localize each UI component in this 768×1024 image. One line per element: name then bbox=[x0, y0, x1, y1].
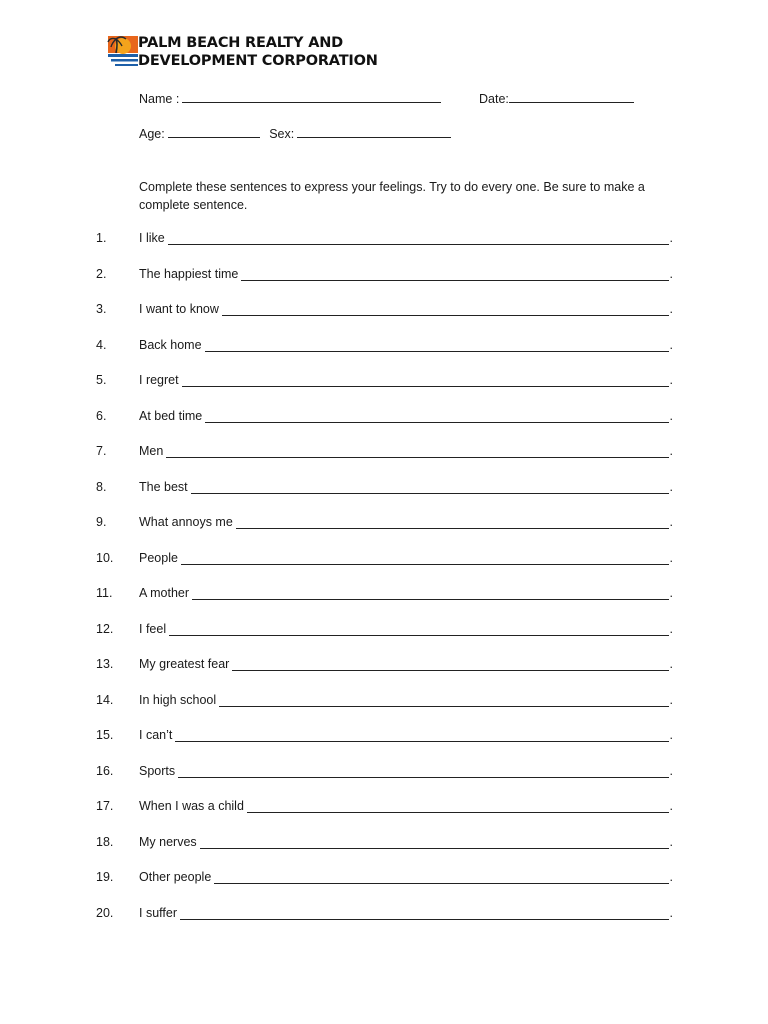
item-line bbox=[139, 551, 673, 565]
name-date-row bbox=[139, 90, 509, 106]
item-number: 17. bbox=[96, 799, 114, 813]
age-label: Age: bbox=[139, 127, 165, 141]
age-field[interactable] bbox=[168, 125, 260, 138]
item-number: 20. bbox=[96, 905, 114, 920]
sentence-period: . bbox=[669, 266, 673, 281]
sentence-item bbox=[0, 586, 768, 622]
date-group bbox=[479, 90, 634, 106]
sentence-item bbox=[0, 409, 768, 445]
item-line bbox=[139, 586, 673, 600]
item-number: 15. bbox=[96, 728, 114, 742]
answer-blank[interactable] bbox=[200, 836, 669, 849]
sentence-stem: A mother bbox=[139, 586, 190, 600]
answer-blank[interactable] bbox=[182, 374, 669, 387]
sentence-stem: Sports bbox=[139, 763, 176, 778]
answer-blank[interactable] bbox=[166, 445, 668, 458]
sentence-item bbox=[0, 906, 768, 942]
sentence-stem: Men bbox=[139, 444, 164, 458]
sentence-period: . bbox=[669, 337, 673, 352]
sentence-stem: Back home bbox=[139, 337, 202, 352]
item-number: 13. bbox=[96, 657, 114, 671]
sentence-stem: When I was a child bbox=[139, 799, 244, 813]
sentence-period: . bbox=[669, 799, 673, 813]
item-line bbox=[139, 302, 673, 316]
answer-blank[interactable] bbox=[205, 410, 668, 423]
name-label: Name : bbox=[139, 92, 180, 106]
item-line bbox=[139, 373, 673, 387]
item-number: 18. bbox=[96, 834, 114, 849]
company-name bbox=[138, 34, 378, 70]
item-line bbox=[139, 728, 673, 742]
sentence-period: . bbox=[669, 444, 673, 458]
sentence-period: . bbox=[669, 479, 673, 494]
sentence-period: . bbox=[669, 515, 673, 529]
item-number: 4. bbox=[96, 337, 107, 352]
answer-blank[interactable] bbox=[241, 268, 668, 281]
sentence-period: . bbox=[669, 373, 673, 387]
sentence-period: . bbox=[669, 763, 673, 778]
sentence-item bbox=[0, 657, 768, 693]
item-line bbox=[139, 799, 673, 813]
item-line bbox=[139, 480, 673, 494]
item-number: 12. bbox=[96, 621, 114, 636]
item-line bbox=[139, 693, 673, 707]
sentence-stem: My greatest fear bbox=[139, 657, 230, 671]
item-number: 19. bbox=[96, 870, 114, 884]
item-line bbox=[139, 906, 673, 920]
item-line bbox=[139, 267, 673, 281]
answer-blank[interactable] bbox=[232, 658, 668, 671]
sentence-stem: Other people bbox=[139, 870, 212, 884]
instructions-text: Complete these sentences to express your feelings. Try to do every one. Be sure to make a complete sentence. bbox=[139, 180, 645, 212]
age-sex-row bbox=[139, 125, 451, 141]
answer-blank[interactable] bbox=[181, 552, 669, 565]
item-number: 8. bbox=[96, 479, 107, 494]
item-line bbox=[139, 870, 673, 884]
palm-tree-logo-icon bbox=[107, 34, 141, 68]
item-number: 11. bbox=[96, 586, 113, 600]
item-line bbox=[139, 338, 673, 352]
item-number: 1. bbox=[96, 231, 107, 245]
sentence-period: . bbox=[669, 586, 673, 600]
sentence-item bbox=[0, 622, 768, 658]
answer-blank[interactable] bbox=[191, 481, 669, 494]
company-name-line1: PALM BEACH REALTY AND bbox=[138, 35, 344, 51]
answer-blank[interactable] bbox=[236, 516, 669, 529]
item-number: 14. bbox=[96, 692, 114, 707]
sentence-period: . bbox=[669, 657, 673, 671]
sentence-item bbox=[0, 728, 768, 764]
item-line bbox=[139, 764, 673, 778]
answer-blank[interactable] bbox=[205, 339, 669, 352]
sentence-stem: I feel bbox=[139, 621, 167, 636]
answer-blank[interactable] bbox=[192, 587, 668, 600]
sentence-period: . bbox=[669, 692, 673, 707]
item-line bbox=[139, 835, 673, 849]
sentence-period: . bbox=[669, 302, 673, 316]
sentence-period: . bbox=[669, 728, 673, 742]
item-number: 16. bbox=[96, 763, 114, 778]
sentence-period: . bbox=[669, 408, 673, 423]
sentence-stem: My nerves bbox=[139, 834, 197, 849]
item-line bbox=[139, 444, 673, 458]
answer-blank[interactable] bbox=[175, 729, 668, 742]
answer-blank[interactable] bbox=[168, 232, 669, 245]
sentence-item bbox=[0, 799, 768, 835]
sentence-item bbox=[0, 515, 768, 551]
sentence-list bbox=[0, 231, 768, 941]
item-number: 6. bbox=[96, 408, 107, 423]
sentence-stem: The happiest time bbox=[139, 266, 239, 281]
sentence-item bbox=[0, 373, 768, 409]
sentence-stem: In high school bbox=[139, 692, 217, 707]
sentence-item bbox=[0, 231, 768, 267]
answer-blank[interactable] bbox=[178, 765, 668, 778]
item-number: 9. bbox=[96, 515, 107, 529]
answer-blank[interactable] bbox=[214, 871, 668, 884]
sentence-item bbox=[0, 302, 768, 338]
sex-label: Sex: bbox=[269, 127, 295, 141]
name-field[interactable] bbox=[182, 90, 441, 103]
answer-blank[interactable] bbox=[219, 694, 668, 707]
sentence-period: . bbox=[669, 621, 673, 636]
sentence-item bbox=[0, 267, 768, 303]
sentence-period: . bbox=[669, 834, 673, 849]
sentence-item bbox=[0, 693, 768, 729]
item-number: 7. bbox=[96, 444, 107, 458]
sentence-stem: What annoys me bbox=[139, 515, 233, 529]
answer-blank[interactable] bbox=[180, 907, 669, 920]
sentence-stem: I want to know bbox=[139, 302, 219, 316]
sentence-item bbox=[0, 764, 768, 800]
sentence-stem: At bed time bbox=[139, 408, 203, 423]
sentence-item bbox=[0, 338, 768, 374]
answer-blank[interactable] bbox=[169, 623, 668, 636]
date-field[interactable] bbox=[509, 90, 634, 103]
item-line bbox=[139, 622, 673, 636]
sentence-item bbox=[0, 835, 768, 871]
item-number: 10. bbox=[96, 550, 114, 565]
sentence-item bbox=[0, 444, 768, 480]
date-label: Date: bbox=[479, 92, 509, 106]
sentence-stem: I regret bbox=[139, 373, 179, 387]
sentence-stem: The best bbox=[139, 479, 188, 494]
sentence-stem: I like bbox=[139, 231, 165, 245]
answer-blank[interactable] bbox=[247, 800, 669, 813]
sex-field[interactable] bbox=[297, 125, 451, 138]
sentence-period: . bbox=[669, 550, 673, 565]
item-line bbox=[139, 409, 673, 423]
company-name-line2: DEVELOPMENT CORPORATION bbox=[138, 53, 378, 69]
item-number: 3. bbox=[96, 302, 107, 316]
item-number: 2. bbox=[96, 266, 107, 281]
answer-blank[interactable] bbox=[222, 303, 669, 316]
sentence-item bbox=[0, 480, 768, 516]
item-line bbox=[139, 231, 673, 245]
sentence-item bbox=[0, 870, 768, 906]
sentence-period: . bbox=[669, 905, 673, 920]
sentence-stem: I suffer bbox=[139, 905, 177, 920]
item-number: 5. bbox=[96, 373, 107, 387]
sentence-stem: People bbox=[139, 550, 178, 565]
sentence-period: . bbox=[669, 870, 673, 884]
sentence-item bbox=[0, 551, 768, 587]
sentence-stem: I can’t bbox=[139, 728, 173, 742]
item-line bbox=[139, 515, 673, 529]
item-line bbox=[139, 657, 673, 671]
sentence-period: . bbox=[669, 231, 673, 245]
